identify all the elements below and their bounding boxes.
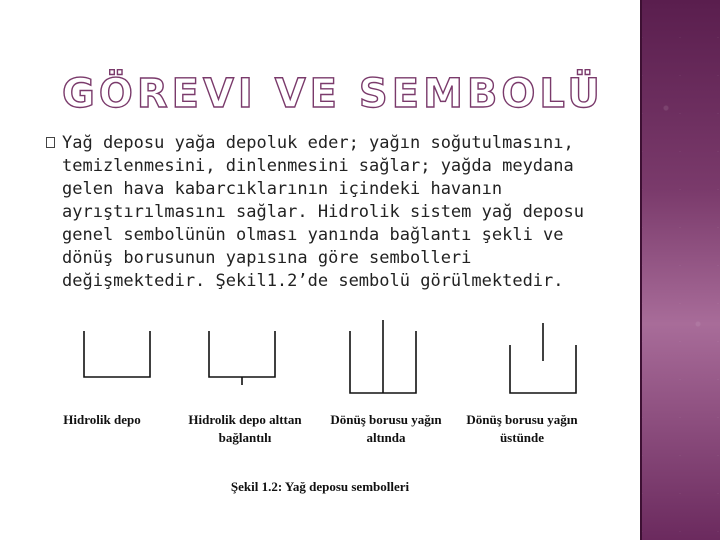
- symbol-label-3-line2: altında: [366, 430, 406, 445]
- symbol-label-4-line1: Dönüş borusu yağın: [466, 412, 578, 427]
- tank-symbol-basic: [84, 331, 150, 377]
- symbol-label-3: [324, 411, 448, 447]
- slide-title: GÖREVI VE SEMBOLÜ: [62, 71, 604, 117]
- bullet-square-icon: [46, 137, 55, 148]
- bullet-item: [62, 132, 602, 293]
- symbol-label-1-line1: Hidrolik depo: [63, 412, 141, 427]
- figure-caption: Şekil 1.2: Yağ deposu sembolleri: [230, 479, 410, 494]
- tank-symbol-bottom-connection: [209, 331, 275, 377]
- strip-pattern: [642, 0, 720, 540]
- decorative-side-strip: [640, 0, 720, 540]
- symbol-label-2-line2: bağlantılı: [218, 430, 272, 445]
- symbol-label-1: [52, 411, 152, 429]
- symbol-label-2: [180, 411, 310, 447]
- symbol-label-3-line1: Dönüş borusu yağın: [330, 412, 442, 427]
- symbol-label-2-line1: Hidrolik depo alttan: [188, 412, 302, 427]
- symbol-label-4: [460, 411, 584, 447]
- symbol-label-4-line2: üstünde: [499, 430, 545, 445]
- bullet-text: Yağ deposu yağa depoluk eder; yağın soğutulmasını, temizlenmesini, dinlenmesini sağlar; yağda meydana gelen hava kabarcıklarının içindeki havanın ayrıştırılmasını sağlar. Hidrolik sistem yağ deposu genel sembolünün olması yanında bağlantı şekli ve dönüş borusunun yapısına göre sembolleri değişmektedir. Şekil1.2’de sembolü görülmektedir.: [62, 133, 584, 291]
